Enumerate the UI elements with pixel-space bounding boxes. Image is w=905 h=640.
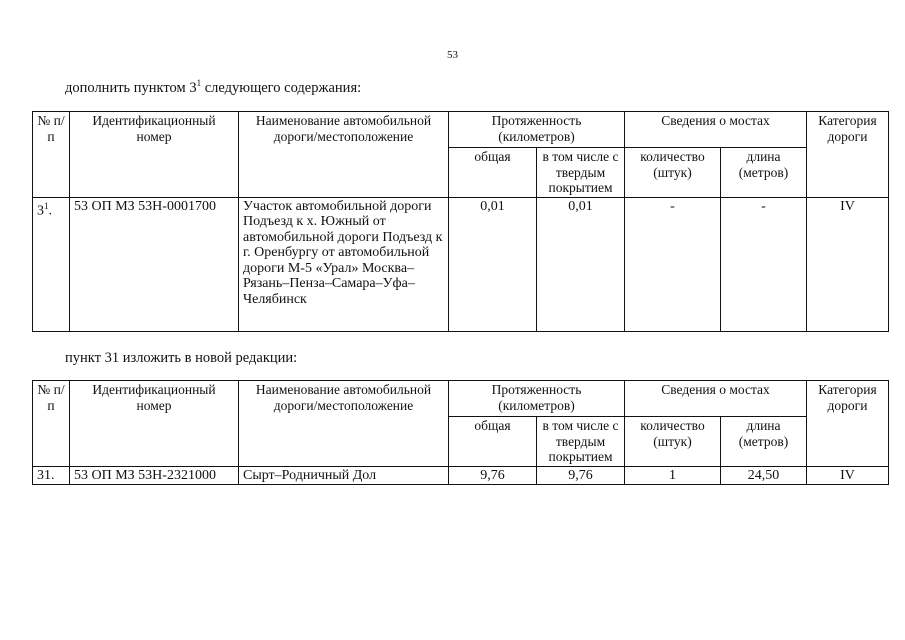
row-length-total: 0,01 <box>449 197 537 331</box>
header-id: Идентификационный номер <box>70 112 239 198</box>
row-num: 31. <box>33 466 70 485</box>
header-length-total: общая <box>449 148 537 198</box>
header-num: № п/п <box>33 112 70 198</box>
header-length-total: общая <box>449 417 537 467</box>
header-id: Идентификационный номер <box>70 381 239 467</box>
row-id: 53 ОП МЗ 53Н-2321000 <box>70 466 239 485</box>
header-category: Категория дороги <box>807 381 889 467</box>
row-length-total: 9,76 <box>449 466 537 485</box>
header-name: Наименование автомобильной дороги/местоположение <box>239 381 449 467</box>
header-length-paved: в том числе с твердым покрытием <box>537 417 625 467</box>
header-length: Протяженность (километров) <box>449 381 625 417</box>
row-name: Участок автомобильной дороги Подъезд к х. Южный от автомобильной дороги Подъезд к г. Оренбургу от автомобильной дороги М-5 «Урал» Москва–Рязань–Пенза–Самара–Уфа–Челябинск <box>239 197 449 331</box>
row-bridges-count: 1 <box>625 466 721 485</box>
header-bridges-length: длина (метров) <box>721 148 807 198</box>
header-num: № п/п <box>33 381 70 467</box>
section1-intro-text: дополнить пунктом 3 <box>65 79 197 96</box>
row-name: Сырт–Родничный Дол <box>239 466 449 485</box>
header-bridges-length: длина (метров) <box>721 417 807 467</box>
header-bridges: Сведения о мостах <box>625 381 807 417</box>
table-row <box>33 466 889 485</box>
page-number: 53 <box>447 49 458 61</box>
header-bridges: Сведения о мостах <box>625 112 807 148</box>
row-length-paved: 9,76 <box>537 466 625 485</box>
row-bridges-count: - <box>625 197 721 331</box>
row-category: IV <box>807 197 889 331</box>
header-bridges-count: количество (штук) <box>625 148 721 198</box>
row-id: 53 ОП МЗ 53Н-0001700 <box>70 197 239 331</box>
row-bridges-length: - <box>721 197 807 331</box>
section1-intro <box>65 78 361 97</box>
header-name: Наименование автомобильной дороги/местоположение <box>239 112 449 198</box>
section1-intro-tail: следующего содержания: <box>201 79 362 96</box>
row-category: IV <box>807 466 889 485</box>
row-length-paved: 0,01 <box>537 197 625 331</box>
header-category: Категория дороги <box>807 112 889 198</box>
row-bridges-length: 24,50 <box>721 466 807 485</box>
section2-intro: пункт 31 изложить в новой редакции: <box>65 350 298 366</box>
header-length: Протяженность (километров) <box>449 112 625 148</box>
roads-table-1 <box>32 111 889 332</box>
section1-intro-sup: 1 <box>196 78 202 88</box>
header-bridges-count: количество (штук) <box>625 417 721 467</box>
header-length-paved: в том числе с твердым покрытием <box>537 148 625 198</box>
row-num: $3^1$. <box>33 197 70 331</box>
roads-table-2 <box>32 380 889 485</box>
table-row <box>33 197 889 331</box>
